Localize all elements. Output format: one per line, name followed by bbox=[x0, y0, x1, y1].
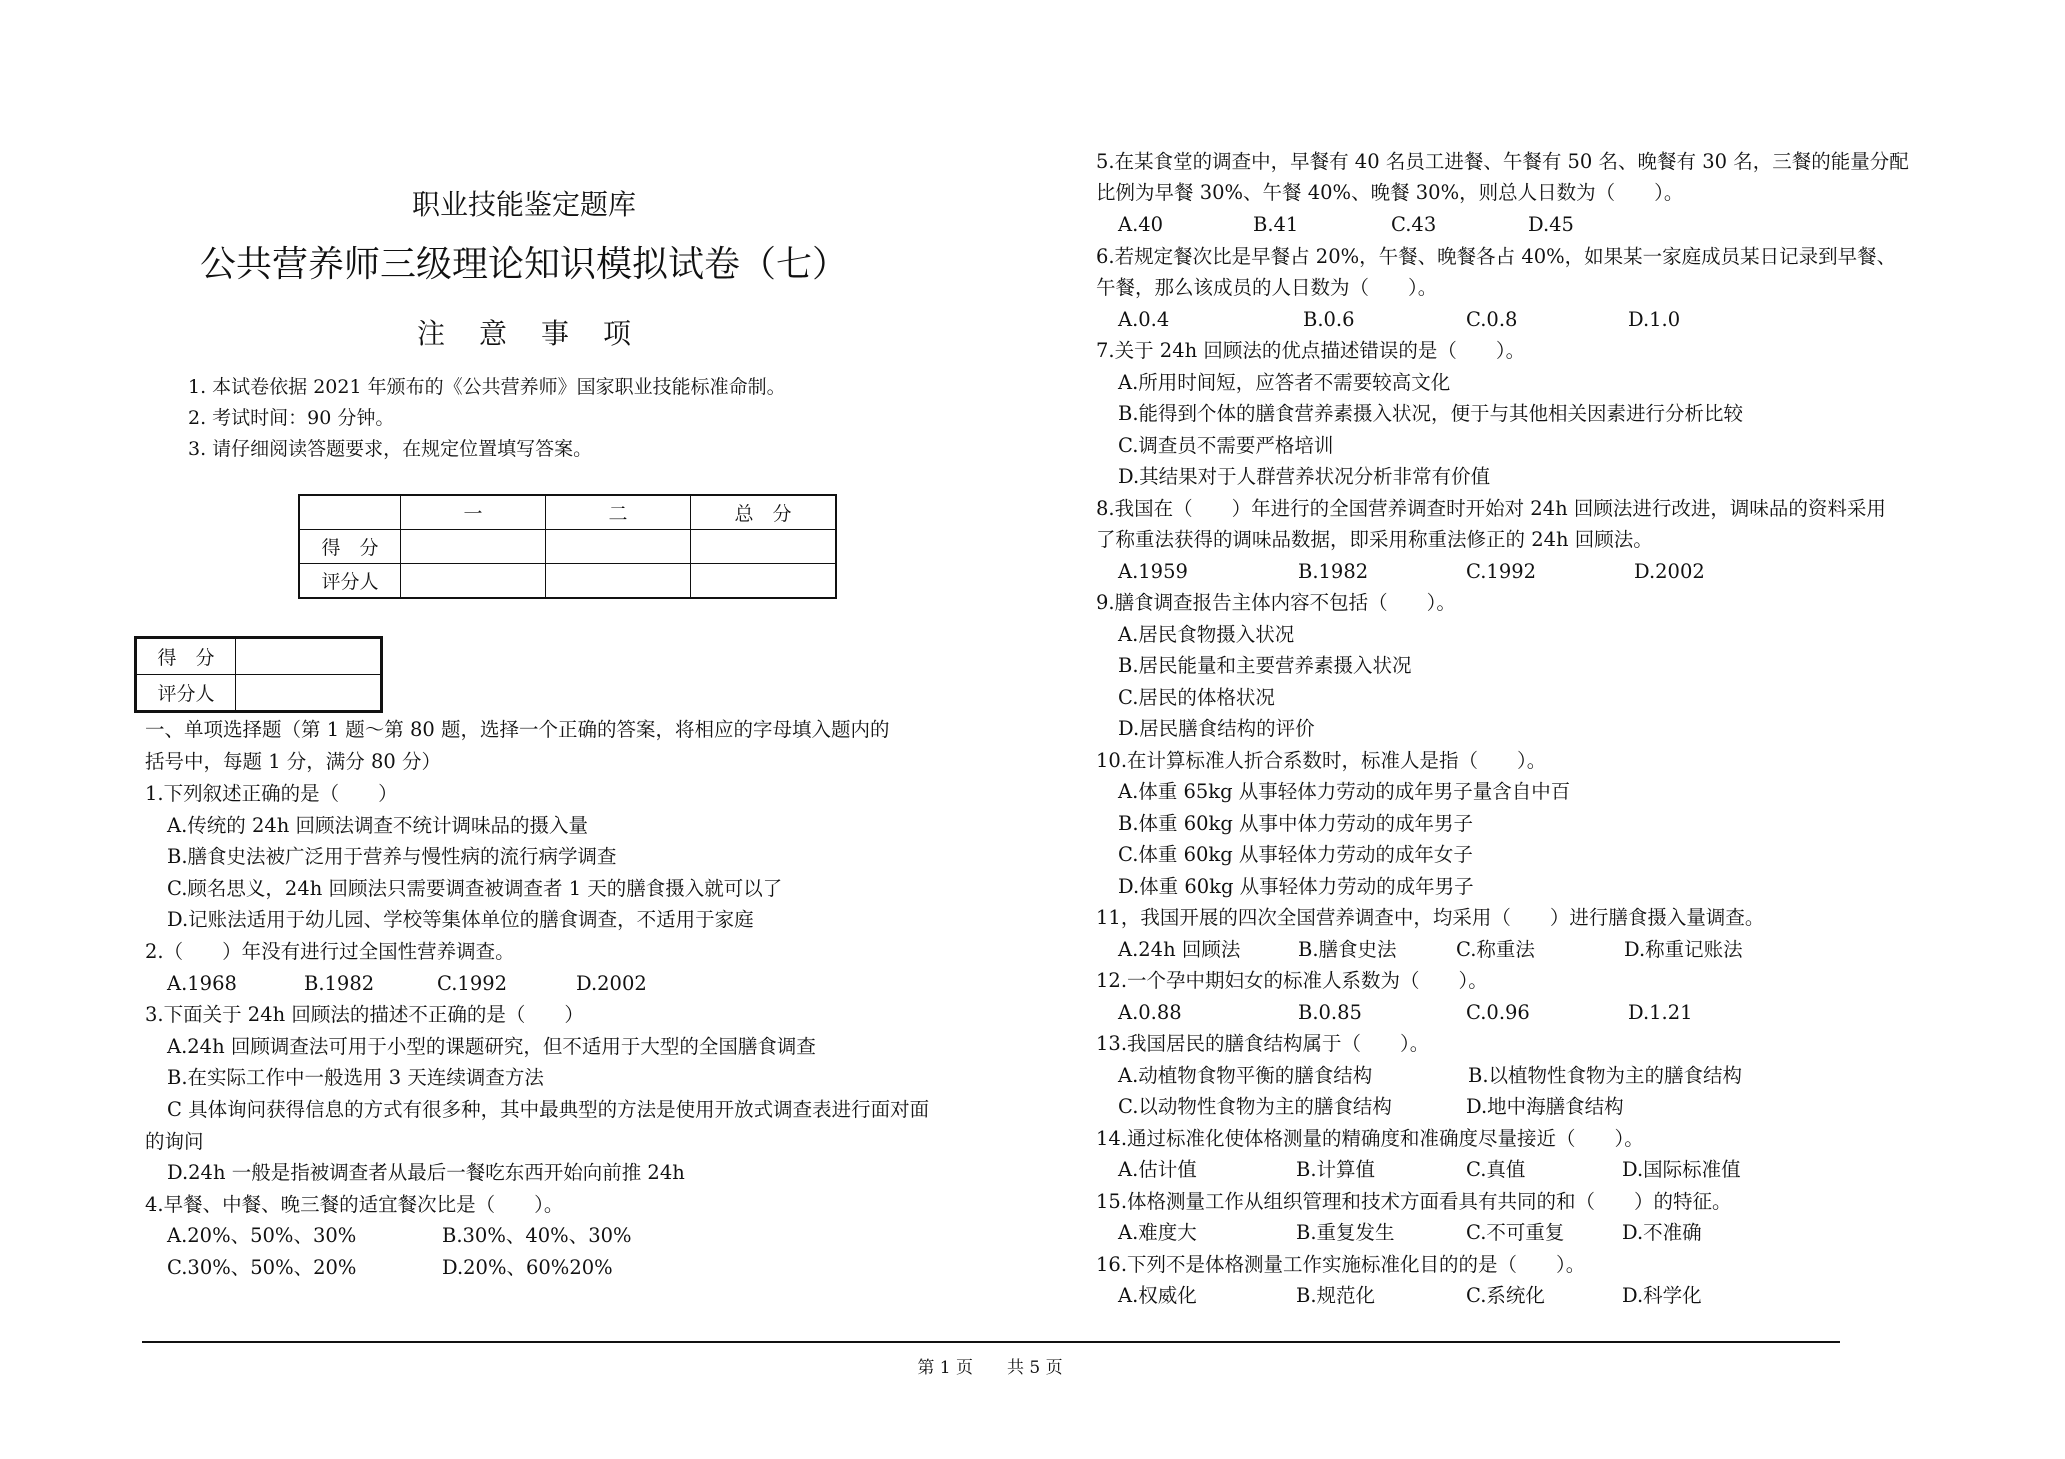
question-4: 4.早餐、中餐、晚三餐的适宜餐次比是（ ）。 bbox=[145, 1193, 564, 1216]
question-8-option-c[interactable]: C.1992 bbox=[1466, 560, 1537, 583]
notice-heading: 注意事项 bbox=[416, 317, 665, 350]
question-13-option-d[interactable]: D.地中海膳食结构 bbox=[1466, 1095, 1624, 1118]
grader-cell[interactable] bbox=[691, 564, 837, 599]
question-5: 5.在某食堂的调查中，早餐有 40 名员工进餐、午餐有 50 名、晚餐有 30 名，三餐的能量分配 bbox=[1096, 150, 1909, 173]
question-12-option-b[interactable]: B.0.85 bbox=[1298, 1001, 1362, 1024]
question-9-option-b[interactable]: B.居民能量和主要营养素摄入状况 bbox=[1118, 654, 1412, 677]
question-3-option-b[interactable]: B.在实际工作中一般选用 3 天连续调查方法 bbox=[167, 1066, 544, 1089]
question-10-option-a[interactable]: A.体重 65kg 从事轻体力劳动的成年男子量含自中百 bbox=[1118, 780, 1571, 803]
question-13: 13.我国居民的膳食结构属于（ ）。 bbox=[1096, 1032, 1430, 1055]
question-1: 1.下列叙述正确的是（ ） bbox=[145, 782, 398, 805]
question-4-option-b[interactable]: B.30%、40%、30% bbox=[442, 1224, 632, 1247]
question-5-option-a[interactable]: A.40 bbox=[1118, 213, 1164, 236]
question-7-option-a[interactable]: A.所用时间短，应答者不需要较高文化 bbox=[1118, 371, 1451, 394]
section-instruction-line2: 括号中，每题 1 分，满分 80 分） bbox=[145, 750, 442, 773]
question-6-option-d[interactable]: D.1.0 bbox=[1628, 308, 1681, 331]
question-9-option-c[interactable]: C.居民的体格状况 bbox=[1118, 686, 1275, 709]
question-11-option-a[interactable]: A.24h 回顾法 bbox=[1118, 938, 1241, 961]
question-9: 9.膳食调查报告主体内容不包括（ ）。 bbox=[1096, 591, 1456, 614]
question-15-option-b[interactable]: B.重复发生 bbox=[1296, 1221, 1395, 1244]
question-10-option-c[interactable]: C.体重 60kg 从事轻体力劳动的成年女子 bbox=[1118, 843, 1473, 866]
question-11-option-d[interactable]: D.称重记账法 bbox=[1624, 938, 1743, 961]
question-16: 16.下列不是体格测量工作实施标准化目的的是（ ）。 bbox=[1096, 1253, 1586, 1276]
question-2: 2.（ ）年没有进行过全国性营养调查。 bbox=[145, 940, 515, 963]
question-8-option-a[interactable]: A.1959 bbox=[1118, 560, 1188, 583]
question-6-continued: 午餐，那么该成员的人日数为（ ）。 bbox=[1096, 276, 1438, 299]
score-cell[interactable] bbox=[691, 530, 837, 564]
question-5-option-d[interactable]: D.45 bbox=[1528, 213, 1574, 236]
section-instruction-line1: 一、单项选择题（第 1 题～第 80 题，选择一个正确的答案，将相应的字母填入题内的 bbox=[145, 718, 890, 741]
question-8-continued: 了称重法获得的调味品数据，即采用称重法修正的 24h 回顾法。 bbox=[1096, 528, 1653, 551]
question-7-option-b[interactable]: B.能得到个体的膳食营养素摄入状况，便于与其他相关因素进行分析比较 bbox=[1118, 402, 1744, 425]
question-14-option-c[interactable]: C.真值 bbox=[1466, 1158, 1526, 1181]
question-12-option-d[interactable]: D.1.21 bbox=[1628, 1001, 1693, 1024]
question-3-option-c-continued: 的询问 bbox=[145, 1130, 204, 1153]
question-13-option-a[interactable]: A.动植物食物平衡的膳食结构 bbox=[1118, 1064, 1373, 1087]
notice-item-3: 3. 请仔细阅读答题要求，在规定位置填写答案。 bbox=[188, 438, 593, 460]
grader-cell[interactable] bbox=[546, 564, 691, 599]
question-12-option-a[interactable]: A.0.88 bbox=[1118, 1001, 1182, 1024]
question-7-option-c[interactable]: C.调查员不需要严格培训 bbox=[1118, 434, 1334, 457]
question-9-option-d[interactable]: D.居民膳食结构的评价 bbox=[1118, 717, 1315, 740]
question-3-option-c[interactable]: C 具体询问获得信息的方式有很多种，其中最典型的方法是使用开放式调查表进行面对面 bbox=[167, 1098, 930, 1121]
score-table-row-grader: 评分人 bbox=[299, 564, 401, 599]
section-score-table bbox=[134, 636, 383, 713]
score-cell[interactable] bbox=[401, 530, 546, 564]
question-5-option-c[interactable]: C.43 bbox=[1391, 213, 1437, 236]
score-table-header-total: 总 分 bbox=[691, 495, 837, 530]
question-12: 12.一个孕中期妇女的标准人系数为（ ）。 bbox=[1096, 969, 1488, 992]
score-table bbox=[298, 494, 837, 599]
question-4-option-c[interactable]: C.30%、50%、20% bbox=[167, 1256, 357, 1279]
question-10: 10.在计算标准人折合系数时，标准人是指（ ）。 bbox=[1096, 749, 1547, 772]
question-7-option-d[interactable]: D.其结果对于人群营养状况分析非常有价值 bbox=[1118, 465, 1491, 488]
question-4-option-d[interactable]: D.20%、60%20% bbox=[442, 1256, 613, 1279]
question-14: 14.通过标准化使体格测量的精确度和准确度尽量接近（ ）。 bbox=[1096, 1127, 1644, 1150]
grader-cell[interactable] bbox=[401, 564, 546, 599]
question-16-option-a[interactable]: A.权威化 bbox=[1118, 1284, 1197, 1307]
question-14-option-b[interactable]: B.计算值 bbox=[1296, 1158, 1376, 1181]
section-score-label: 得 分 bbox=[136, 638, 236, 675]
question-3: 3.下面关于 24h 回顾法的描述不正确的是（ ） bbox=[145, 1003, 584, 1026]
question-8-option-b[interactable]: B.1982 bbox=[1298, 560, 1369, 583]
question-3-option-a[interactable]: A.24h 回顾调查法可用于小型的课题研究，但不适用于大型的全国膳食调查 bbox=[167, 1035, 816, 1058]
section-score-cell[interactable] bbox=[236, 638, 382, 675]
score-table-header-part2: 二 bbox=[546, 495, 691, 530]
question-5-continued: 比例为早餐 30%、午餐 40%、晚餐 30%，则总人日数为（ ）。 bbox=[1096, 181, 1684, 204]
question-15-option-c[interactable]: C.不可重复 bbox=[1466, 1221, 1565, 1244]
question-7: 7.关于 24h 回顾法的优点描述错误的是（ ）。 bbox=[1096, 339, 1526, 362]
question-11: 11，我国开展的四次全国营养调查中，均采用（ ）进行膳食摄入量调查。 bbox=[1096, 906, 1765, 929]
notice-item-2: 2. 考试时间：90 分钟。 bbox=[188, 407, 395, 429]
notice-item-1: 1. 本试卷依据 2021 年颁布的《公共营养师》国家职业技能标准命制。 bbox=[188, 376, 786, 398]
question-13-option-c[interactable]: C.以动物性食物为主的膳食结构 bbox=[1118, 1095, 1392, 1118]
question-1-option-b[interactable]: B.膳食史法被广泛用于营养与慢性病的流行病学调查 bbox=[167, 845, 617, 868]
question-15-option-d[interactable]: D.不准确 bbox=[1622, 1221, 1702, 1244]
question-1-option-c[interactable]: C.顾名思义，24h 回顾法只需要调查被调查者 1 天的膳食摄入就可以了 bbox=[167, 877, 783, 900]
question-1-option-a[interactable]: A.传统的 24h 回顾法调查不统计调味品的摄入量 bbox=[167, 814, 589, 837]
exam-title: 公共营养师三级理论知识模拟试卷（七） bbox=[199, 244, 848, 285]
question-6: 6.若规定餐次比是早餐占 20%，午餐、晚餐各占 40%，如果某一家庭成员某日记录到早餐、 bbox=[1096, 245, 1897, 268]
question-15: 15.体格测量工作从组织管理和技术方面看具有共同的和（ ）的特征。 bbox=[1096, 1190, 1732, 1213]
question-16-option-b[interactable]: B.规范化 bbox=[1296, 1284, 1376, 1307]
question-4-option-a[interactable]: A.20%、50%、30% bbox=[167, 1224, 357, 1247]
page-number: 第 1 页 共 5 页 bbox=[917, 1358, 1063, 1378]
question-14-option-a[interactable]: A.估计值 bbox=[1118, 1158, 1197, 1181]
question-2-option-d[interactable]: D.2002 bbox=[576, 972, 647, 995]
question-16-option-c[interactable]: C.系统化 bbox=[1466, 1284, 1545, 1307]
question-1-option-d[interactable]: D.记账法适用于幼儿园、学校等集体单位的膳食调查，不适用于家庭 bbox=[167, 908, 754, 931]
score-table-header-empty bbox=[299, 495, 401, 530]
question-10-option-d[interactable]: D.体重 60kg 从事轻体力劳动的成年男子 bbox=[1118, 875, 1474, 898]
question-12-option-c[interactable]: C.0.96 bbox=[1466, 1001, 1530, 1024]
question-6-option-c[interactable]: C.0.8 bbox=[1466, 308, 1518, 331]
question-8: 8.我国在（ ）年进行的全国营养调查时开始对 24h 回顾法进行改进，调味品的资料采用 bbox=[1096, 497, 1886, 520]
section-grader-cell[interactable] bbox=[236, 675, 382, 712]
question-15-option-a[interactable]: A.难度大 bbox=[1118, 1221, 1197, 1244]
score-table-header-part1: 一 bbox=[401, 495, 546, 530]
exam-subtitle: 职业技能鉴定题库 bbox=[411, 188, 636, 221]
score-cell[interactable] bbox=[546, 530, 691, 564]
question-16-option-d[interactable]: D.科学化 bbox=[1622, 1284, 1702, 1307]
question-5-option-b[interactable]: B.41 bbox=[1253, 213, 1299, 236]
question-10-option-b[interactable]: B.体重 60kg 从事中体力劳动的成年男子 bbox=[1118, 812, 1474, 835]
question-2-option-c[interactable]: C.1992 bbox=[437, 972, 508, 995]
question-3-option-d[interactable]: D.24h 一般是指被调查者从最后一餐吃东西开始向前推 24h bbox=[167, 1161, 685, 1184]
question-9-option-a[interactable]: A.居民食物摄入状况 bbox=[1118, 623, 1295, 646]
footer-divider bbox=[142, 1341, 1840, 1343]
question-6-option-b[interactable]: B.0.6 bbox=[1303, 308, 1355, 331]
question-8-option-d[interactable]: D.2002 bbox=[1634, 560, 1705, 583]
section-grader-label: 评分人 bbox=[136, 675, 236, 712]
question-2-option-b[interactable]: B.1982 bbox=[304, 972, 375, 995]
question-2-option-a[interactable]: A.1968 bbox=[167, 972, 237, 995]
score-table-row-score: 得 分 bbox=[299, 530, 401, 564]
question-11-option-b[interactable]: B.膳食史法 bbox=[1298, 938, 1397, 961]
question-13-option-b[interactable]: B.以植物性食物为主的膳食结构 bbox=[1468, 1064, 1743, 1087]
question-6-option-a[interactable]: A.0.4 bbox=[1118, 308, 1170, 331]
question-14-option-d[interactable]: D.国际标准值 bbox=[1622, 1158, 1741, 1181]
question-11-option-c[interactable]: C.称重法 bbox=[1456, 938, 1535, 961]
